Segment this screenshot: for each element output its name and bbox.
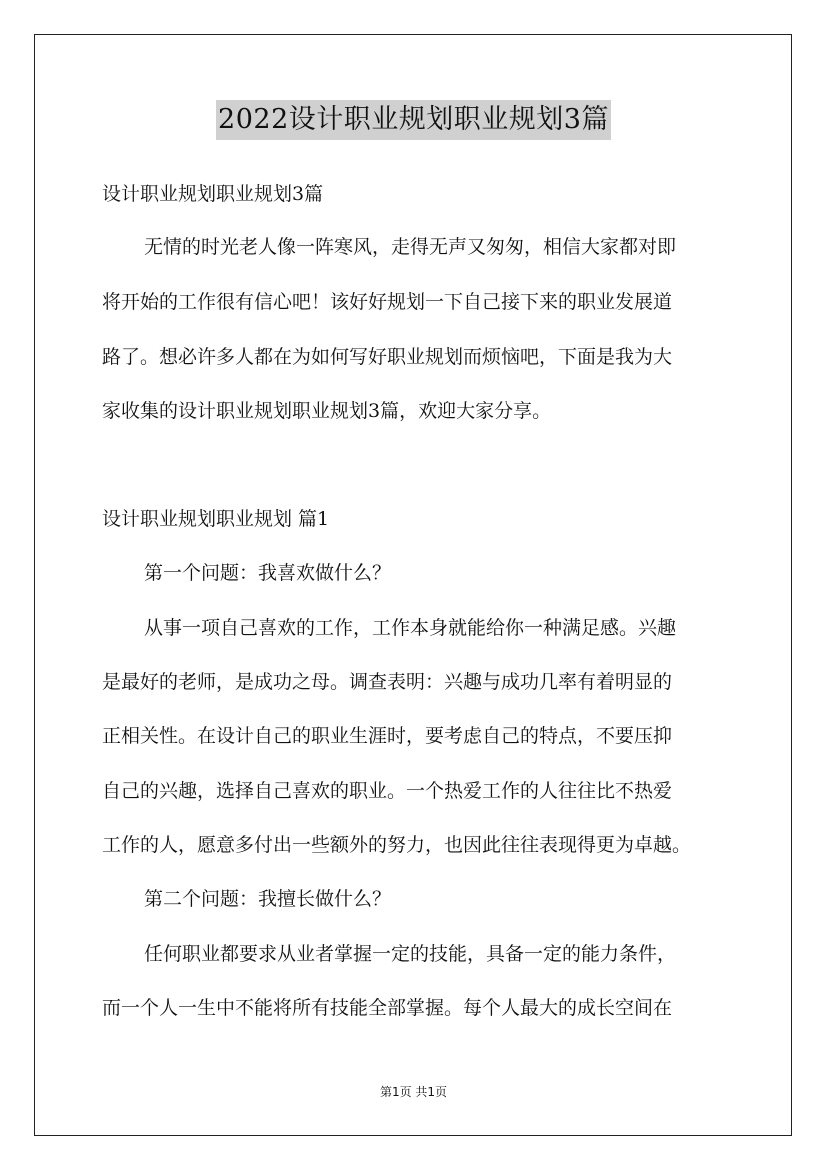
intro-line-2: 将开始的工作很有信心吧！该好好规划一下自己接下来的职业发展道 [102,291,673,313]
intro-line-4: 家收集的设计职业规划职业规划3篇，欢迎大家分享。 [102,400,552,422]
section-heading: 设计职业规划职业规划 篇1 [102,508,330,530]
intro-line-1: 无情的时光老人像一阵寒风，走得无声又匆匆，相信大家都对即 [144,236,677,258]
para2-line-1: 任何职业都要求从业者掌握一定的技能，具备一定的能力条件， [144,943,677,965]
question-2: 第二个问题：我擅长做什么？ [144,888,392,910]
page-footer: 第1页 共1页 [379,1085,448,1099]
para1-line-5: 工作的人，愿意多付出一些额外的努力，也因此往往表现得更为卓越。 [102,834,692,856]
document-subtitle: 设计职业规划职业规划3篇 [102,183,324,205]
intro-line-3: 路了。想必许多人都在为如何写好职业规划而烦恼吧，下面是我为大 [102,346,673,368]
para1-line-2: 是最好的老师，是成功之母。调查表明：兴趣与成功几率有着明显的 [102,671,673,693]
title-wrap [0,100,827,140]
question-1: 第一个问题：我喜欢做什么？ [144,562,392,584]
para1-line-3: 正相关性。在设计自己的职业生涯时，要考虑自己的特点，不要压抑 [102,725,673,747]
para2-line-2: 而一个人一生中不能将所有技能全部掌握。每个人最大的成长空间在 [102,997,673,1019]
document-title: 2022设计职业规划职业规划3篇 [216,100,611,140]
para1-line-1: 从事一项自己喜欢的工作，工作本身就能给你一种满足感。兴趣 [144,617,677,639]
para1-line-4: 自己的兴趣，选择自己喜欢的职业。一个热爱工作的人往往比不热爱 [102,780,673,802]
